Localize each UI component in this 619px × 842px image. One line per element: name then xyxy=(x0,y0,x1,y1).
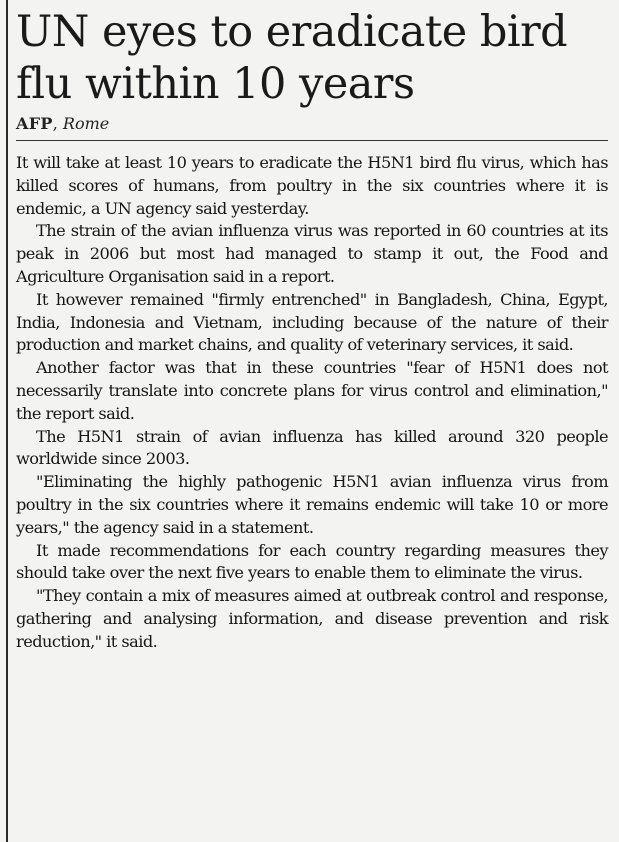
paragraph-3: It however remained "firmly entrenched" in Bangladesh, China, Egypt, India, Indonesia and Vietnam, including because of the nature of their production and market chains, and quality of veterinary services, it said. xyxy=(16,289,608,355)
article-body xyxy=(16,152,608,654)
paragraph-4: Another factor was that in these countries "fear of H5N1 does not necessarily translate into concrete plans for virus control and elimination," the report said. xyxy=(16,358,608,423)
headline-line-2: flu within 10 years xyxy=(16,59,415,109)
headline-line-1: UN eyes to eradicate bird xyxy=(16,7,568,57)
paragraph-6: "Eliminating the highly pathogenic H5N1 avian influenza virus from poultry in the six countries where it remains endemic will take 10 or more years," the agency said in a statement. xyxy=(16,472,608,537)
byline-place: Rome xyxy=(62,114,110,133)
byline-agency: AFP xyxy=(16,114,53,133)
paragraph-8: "They contain a mix of measures aimed at outbreak control and response, gathering and analysing information, and disease prevention and risk reduction," it said. xyxy=(16,586,608,651)
article-headline xyxy=(16,0,608,110)
paragraph-5: The H5N1 strain of avian influenza has killed around 320 people worldwide since 2003. xyxy=(16,426,608,469)
paragraph-1: It will take at least 10 years to eradicate the H5N1 bird flu virus, which has killed scores of humans, from poultry in the six countries where it is endemic, a UN agency said yesterday. xyxy=(16,153,608,218)
byline-divider xyxy=(16,140,608,141)
news-article xyxy=(16,0,608,842)
paragraph-7: It made recommendations for each country regarding measures they should take over the next five years to enable them to eliminate the virus. xyxy=(16,540,608,583)
column-rule xyxy=(6,0,8,842)
byline-separator: , xyxy=(52,114,63,133)
paragraph-2: The strain of the avian influenza virus was reported in 60 countries at its peak in 2006 but most had managed to stamp it out, the Food and Agriculture Organisation said in a report. xyxy=(16,221,608,286)
article-byline xyxy=(16,112,608,136)
